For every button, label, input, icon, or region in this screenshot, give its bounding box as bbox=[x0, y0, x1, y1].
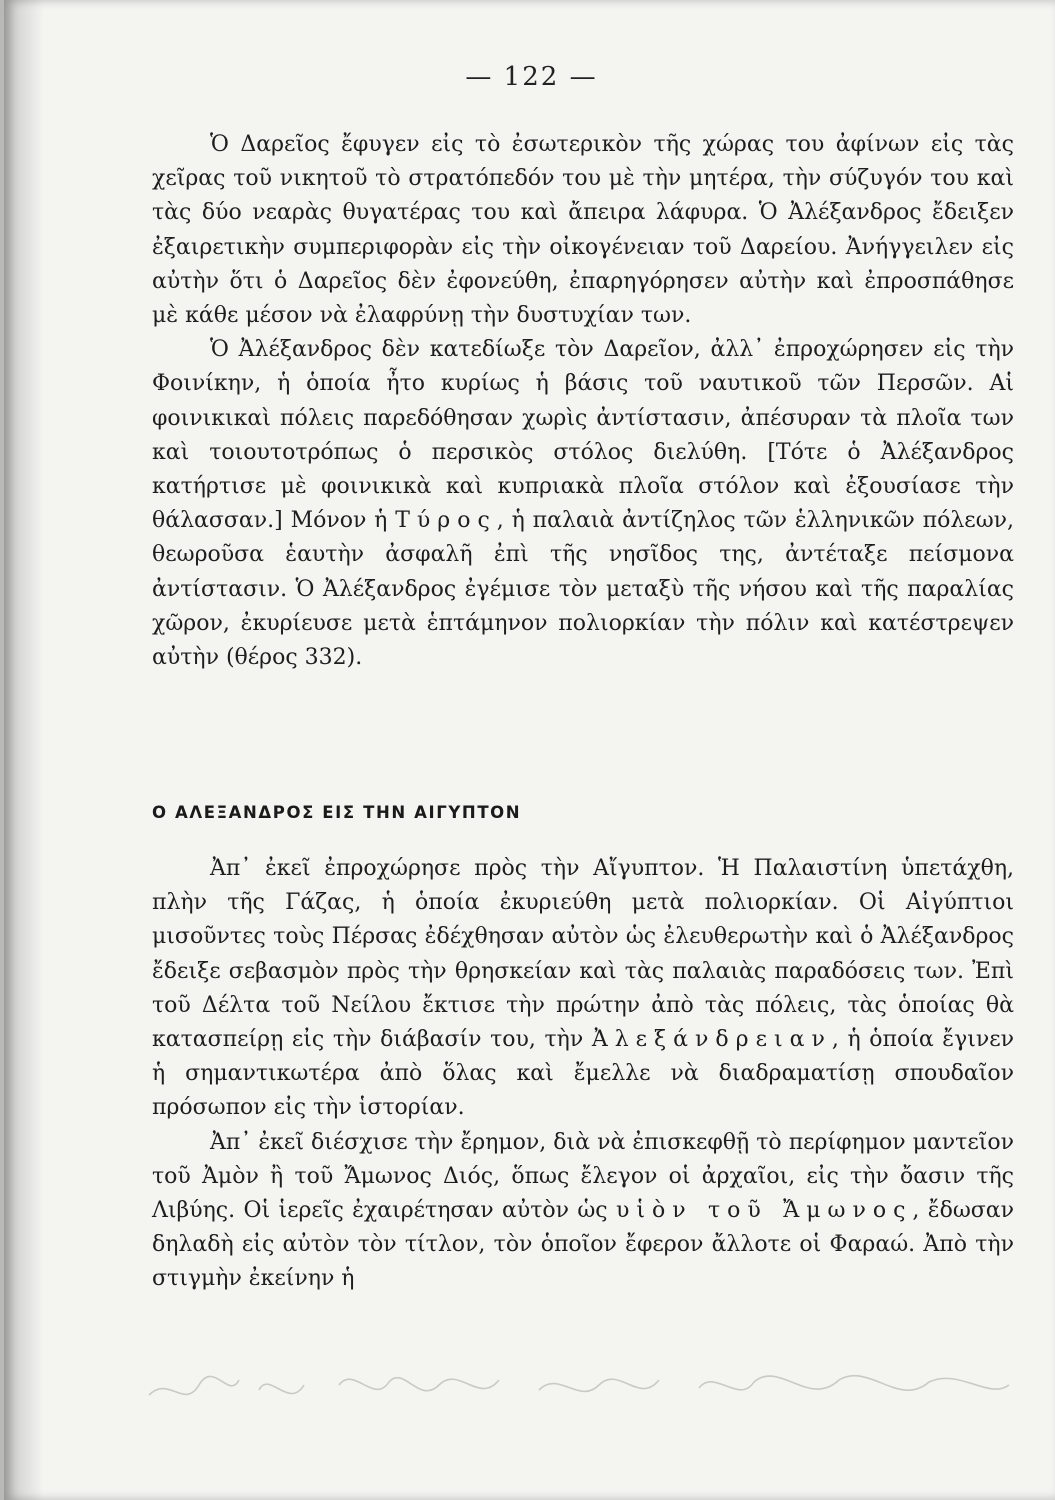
paragraph-oracle: Ἀπ᾿ ἐκεῖ διέσχισε τὴν ἔρημον, διὰ νὰ ἐπισκεφθῇ τὸ περίφημον μαντεῖον τοῦ Ἀμὸν ἢ τοῦ Ἄμωνος Διός, ὅπως ἔλεγον οἱ ἀρχαῖοι, εἰς τὴν ὄασιν τῆς Λιβύης. Οἱ ἱερεῖς ἐχαιρέτησαν αὐτὸν ὡς υἱὸν τοῦ Ἄμωνος, ἔδωσαν δηλαδὴ εἰς αὐτὸν τὸν τίτλον, τὸν ὁποῖον ἔφερον ἄλλοτε οἱ Φαραώ. Ἀπὸ τὴν στιγμὴν ἐκείνην ἡ bbox=[152, 1129, 1015, 1292]
body-text-bottom bbox=[152, 852, 1014, 1297]
emphasis-son-of-ammon: υἱὸν τοῦ Ἄμωνος bbox=[615, 1198, 913, 1224]
emphasis-alexandria: Ἀλεξάνδρειαν bbox=[591, 1027, 832, 1053]
body-text-top bbox=[152, 128, 1014, 675]
page-number: — 122 — bbox=[465, 62, 598, 92]
handwritten-pencil-note bbox=[139, 1350, 1019, 1430]
paragraph-darius-flight: Ὁ Δαρεῖος ἔφυγεν εἰς τὸ ἐσωτερικὸν τῆς χώρας του ἀφίνων εἰς τὰς χεῖρας τοῦ νικητοῦ τὸ στρατόπεδόν του μὲ τὴν μητέρα, τὴν σύζυγόν του καὶ τὰς δύο νεαρὰς θυγατέρας του καὶ ἄπειρα λάφυρα. Ὁ Ἀλέξανδρος ἔδειξεν ἐξαιρετικὴν συμπεριφορὰν εἰς τὴν οἰκογένειαν τοῦ Δαρείου. Ἀνήγγειλεν εἰς αὐτὴν ὅτι ὁ Δαρεῖος δὲν ἐφονεύθη, ἐπαρηγόρησεν αὐτὴν καὶ ἐπροσπάθησε μὲ κάθε μέσον νὰ ἐλαφρύνῃ τὴν δυστυχίαν των. bbox=[152, 132, 1014, 329]
section-heading: Ο ΑΛΕΞΑΝΔΡΟΣ ΕΙΣ ΤΗΝ ΑΙΓΥΠΤΟΝ bbox=[152, 803, 522, 822]
binding-shadow bbox=[4, 0, 44, 1500]
paragraph-phoenicia: Ὁ Ἀλέξανδρος δὲν κατεδίωξε τὸν Δαρεῖον, ἀλλ᾿ ἐπροχώρησεν εἰς τὴν Φοινίκην, ἡ ὁποία ἦτο κυρίως ἡ βάσις τοῦ ναυτικοῦ τῶν Περσῶν. Αἱ φοινικικαὶ πόλεις παρεδόθησαν χωρὶς ἀντίστασιν, ἀπέσυραν τὰ πλοῖα των καὶ τοιουτοτρόπως ὁ περσικὸς στόλος διελύθη. [Τότε ὁ Ἀλέξανδρος κατήρτισε μὲ φοινικικὰ καὶ κυπριακὰ πλοῖα στόλον καὶ ἐξουσίασε τὴν θάλασσαν.] Μόνον ἡ Τύρος, ἡ παλαιὰ ἀντίζηλος τῶν ἑλληνικῶν πόλεων, θεωροῦσα ἑαυτὴν ἀσφαλῆ ἐπὶ τῆς νησῖδος της, ἀντέταξε πείσμονα ἀντίστασιν. Ὁ Ἀλέξανδρος ἐγέμισε τὸν μεταξὺ τῆς νήσου καὶ τῆς παραλίας χῶρον, ἐκυρίευσε μετὰ ἑπτάμηνον πολιορκίαν τὴν πόλιν καὶ κατέστρεψεν αὐτὴν (θέρος 332). bbox=[152, 337, 1014, 671]
paragraph-egypt: Ἀπ᾿ ἐκεῖ ἐπροχώρησε πρὸς τὴν Αἴγυπτον. Ἡ Παλαιστίνη ὑπετάχθη, πλὴν τῆς Γάζας, ἡ ὁποία ἐκυριεύθη μετὰ πολιορκίαν. Οἱ Αἰγύπτιοι μισοῦντες τοὺς Πέρσας ἐδέχθησαν αὐτὸν ὡς ἐλευθερωτὴν καὶ ὁ Ἀλέξανδρος ἔδειξε σεβασμὸν πρὸς τὴν θρησκείαν καὶ τὰς παλαιὰς παραδόσεις των. Ἐπὶ τοῦ Δέλτα τοῦ Νείλου ἔκτισε τὴν πρώτην ἀπὸ τὰς πόλεις, τὰς ὁποίας θὰ κατασπείρῃ εἰς τὴν διάβασίν του, τὴν Ἀλεξάνδρειαν, ἡ ὁποία ἔγινεν ἡ σημαντικωτέρα ἀπὸ ὅλας καὶ ἔμελλε νὰ διαδραματίσῃ σπουδαῖον πρόσωπον εἰς τὴν ἱστορίαν. bbox=[152, 856, 1015, 1121]
emphasis-tyre: Τύρος bbox=[395, 508, 497, 534]
book-page bbox=[4, 0, 1055, 1500]
